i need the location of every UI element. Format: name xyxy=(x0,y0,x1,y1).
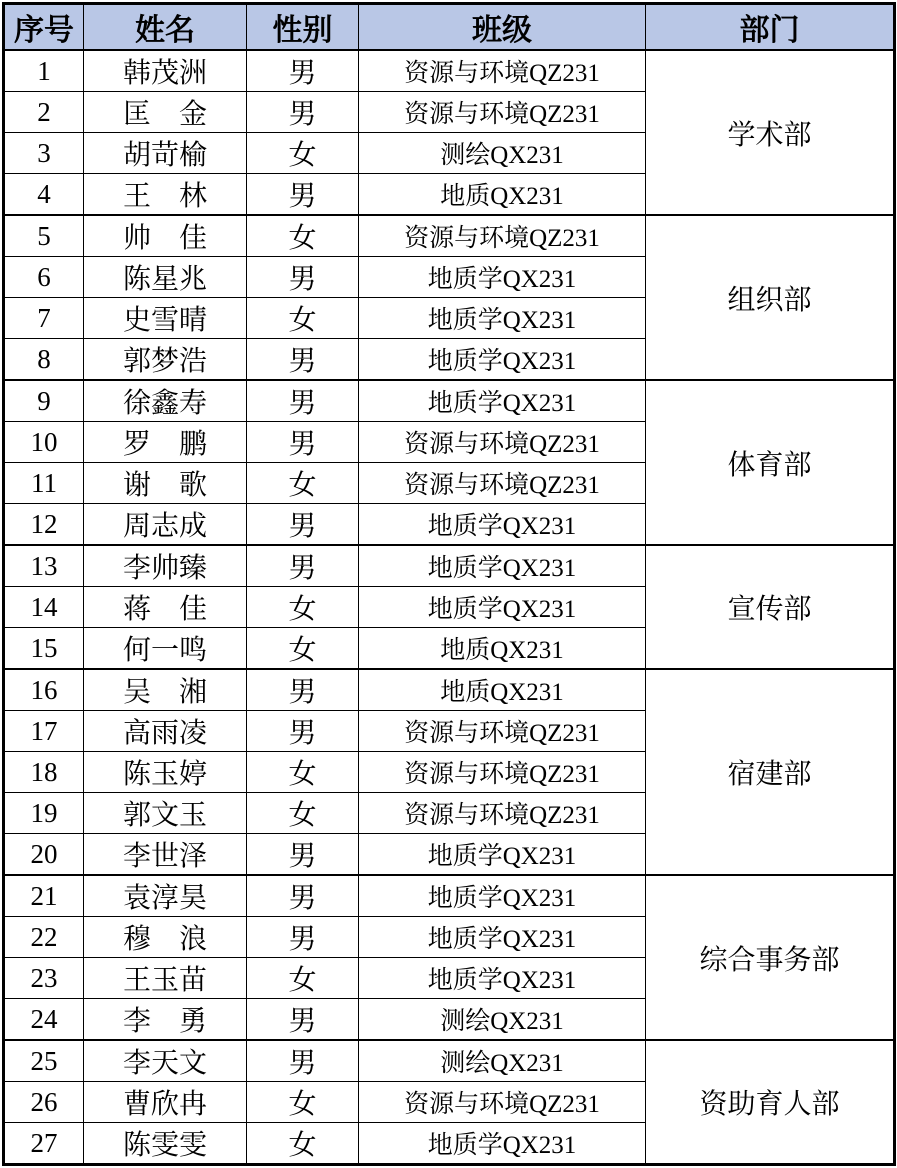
cell-class: 资源与环境QZ231 xyxy=(359,92,646,133)
cell-class: 地质学QX231 xyxy=(359,545,646,587)
cell-name: 韩茂洲 xyxy=(84,50,247,92)
cell-class: 地质学QX231 xyxy=(359,380,646,422)
cell-no: 22 xyxy=(4,917,84,958)
cell-gender: 女 xyxy=(247,752,359,793)
cell-gender: 男 xyxy=(247,711,359,752)
cell-name: 匡 金 xyxy=(84,92,247,133)
cell-name: 吴 湘 xyxy=(84,669,247,711)
cell-class: 测绘QX231 xyxy=(359,999,646,1041)
cell-no: 19 xyxy=(4,793,84,834)
cell-no: 27 xyxy=(4,1123,84,1165)
cell-gender: 女 xyxy=(247,587,359,628)
cell-name: 周志成 xyxy=(84,504,247,546)
cell-gender: 男 xyxy=(247,917,359,958)
cell-gender: 女 xyxy=(247,628,359,670)
cell-no: 11 xyxy=(4,463,84,504)
cell-gender: 女 xyxy=(247,1082,359,1123)
cell-class: 地质QX231 xyxy=(359,669,646,711)
cell-name: 史雪晴 xyxy=(84,298,247,339)
cell-class: 资源与环境QZ231 xyxy=(359,1082,646,1123)
cell-class: 地质QX231 xyxy=(359,174,646,216)
cell-gender: 男 xyxy=(247,999,359,1041)
cell-class: 测绘QX231 xyxy=(359,1040,646,1082)
cell-gender: 男 xyxy=(247,504,359,546)
cell-gender: 男 xyxy=(247,380,359,422)
roster-table-body xyxy=(4,50,895,1165)
table-row xyxy=(4,875,895,917)
cell-department: 组织部 xyxy=(646,215,895,380)
cell-gender: 男 xyxy=(247,339,359,381)
cell-name: 穆 浪 xyxy=(84,917,247,958)
cell-gender: 女 xyxy=(247,215,359,257)
cell-gender: 女 xyxy=(247,793,359,834)
cell-name: 李世泽 xyxy=(84,834,247,876)
cell-class: 地质学QX231 xyxy=(359,298,646,339)
cell-gender: 男 xyxy=(247,545,359,587)
header-cell-department: 部门 xyxy=(646,4,895,51)
cell-no: 4 xyxy=(4,174,84,216)
cell-class: 地质学QX231 xyxy=(359,1123,646,1165)
cell-name: 蒋 佳 xyxy=(84,587,247,628)
table-row xyxy=(4,215,895,257)
cell-department: 综合事务部 xyxy=(646,875,895,1040)
cell-no: 13 xyxy=(4,545,84,587)
cell-gender: 女 xyxy=(247,958,359,999)
cell-name: 徐鑫寿 xyxy=(84,380,247,422)
cell-class: 地质学QX231 xyxy=(359,339,646,381)
header-cell-class: 班级 xyxy=(359,4,646,51)
cell-no: 10 xyxy=(4,422,84,463)
cell-gender: 男 xyxy=(247,50,359,92)
cell-name: 李 勇 xyxy=(84,999,247,1041)
roster-table xyxy=(2,2,896,1166)
cell-class: 地质学QX231 xyxy=(359,958,646,999)
cell-class: 地质学QX231 xyxy=(359,834,646,876)
cell-name: 李帅臻 xyxy=(84,545,247,587)
cell-class: 资源与环境QZ231 xyxy=(359,50,646,92)
cell-no: 20 xyxy=(4,834,84,876)
cell-gender: 男 xyxy=(247,422,359,463)
cell-name: 郭梦浩 xyxy=(84,339,247,381)
cell-gender: 男 xyxy=(247,257,359,298)
cell-department: 资助育人部 xyxy=(646,1040,895,1165)
cell-gender: 女 xyxy=(247,133,359,174)
cell-class: 资源与环境QZ231 xyxy=(359,215,646,257)
cell-gender: 男 xyxy=(247,875,359,917)
cell-no: 17 xyxy=(4,711,84,752)
cell-name: 陈星兆 xyxy=(84,257,247,298)
cell-class: 资源与环境QZ231 xyxy=(359,711,646,752)
cell-no: 9 xyxy=(4,380,84,422)
cell-gender: 女 xyxy=(247,1123,359,1165)
cell-department: 体育部 xyxy=(646,380,895,545)
cell-no: 2 xyxy=(4,92,84,133)
cell-class: 地质QX231 xyxy=(359,628,646,670)
cell-no: 7 xyxy=(4,298,84,339)
cell-name: 高雨凌 xyxy=(84,711,247,752)
cell-gender: 女 xyxy=(247,298,359,339)
cell-no: 26 xyxy=(4,1082,84,1123)
cell-class: 测绘QX231 xyxy=(359,133,646,174)
table-row xyxy=(4,545,895,587)
cell-no: 3 xyxy=(4,133,84,174)
cell-no: 8 xyxy=(4,339,84,381)
cell-gender: 男 xyxy=(247,1040,359,1082)
cell-gender: 男 xyxy=(247,174,359,216)
table-row xyxy=(4,50,895,92)
cell-no: 1 xyxy=(4,50,84,92)
cell-name: 胡苛榆 xyxy=(84,133,247,174)
cell-no: 6 xyxy=(4,257,84,298)
header-cell-no: 序号 xyxy=(4,4,84,51)
cell-name: 曹欣冉 xyxy=(84,1082,247,1123)
cell-class: 资源与环境QZ231 xyxy=(359,793,646,834)
cell-class: 地质学QX231 xyxy=(359,257,646,298)
cell-name: 王 林 xyxy=(84,174,247,216)
table-row xyxy=(4,1040,895,1082)
cell-name: 王玉苗 xyxy=(84,958,247,999)
cell-department: 宿建部 xyxy=(646,669,895,875)
cell-no: 25 xyxy=(4,1040,84,1082)
header-row xyxy=(4,4,895,51)
cell-gender: 男 xyxy=(247,834,359,876)
table-row xyxy=(4,669,895,711)
cell-name: 李天文 xyxy=(84,1040,247,1082)
cell-department: 学术部 xyxy=(646,50,895,215)
cell-no: 12 xyxy=(4,504,84,546)
table-row xyxy=(4,380,895,422)
header-cell-gender: 性别 xyxy=(247,4,359,51)
cell-department: 宣传部 xyxy=(646,545,895,669)
header-cell-name: 姓名 xyxy=(84,4,247,51)
cell-no: 14 xyxy=(4,587,84,628)
cell-no: 24 xyxy=(4,999,84,1041)
cell-name: 帅 佳 xyxy=(84,215,247,257)
cell-gender: 男 xyxy=(247,669,359,711)
cell-name: 陈玉婷 xyxy=(84,752,247,793)
cell-name: 郭文玉 xyxy=(84,793,247,834)
cell-no: 5 xyxy=(4,215,84,257)
cell-class: 地质学QX231 xyxy=(359,917,646,958)
cell-name: 谢 歌 xyxy=(84,463,247,504)
cell-no: 23 xyxy=(4,958,84,999)
cell-class: 资源与环境QZ231 xyxy=(359,422,646,463)
cell-no: 15 xyxy=(4,628,84,670)
cell-class: 地质学QX231 xyxy=(359,504,646,546)
cell-name: 陈雯雯 xyxy=(84,1123,247,1165)
cell-name: 罗 鹏 xyxy=(84,422,247,463)
cell-class: 资源与环境QZ231 xyxy=(359,752,646,793)
cell-name: 袁淳昊 xyxy=(84,875,247,917)
cell-no: 18 xyxy=(4,752,84,793)
cell-class: 地质学QX231 xyxy=(359,587,646,628)
cell-name: 何一鸣 xyxy=(84,628,247,670)
cell-class: 地质学QX231 xyxy=(359,875,646,917)
cell-no: 16 xyxy=(4,669,84,711)
cell-no: 21 xyxy=(4,875,84,917)
cell-gender: 男 xyxy=(247,92,359,133)
cell-class: 资源与环境QZ231 xyxy=(359,463,646,504)
cell-gender: 女 xyxy=(247,463,359,504)
